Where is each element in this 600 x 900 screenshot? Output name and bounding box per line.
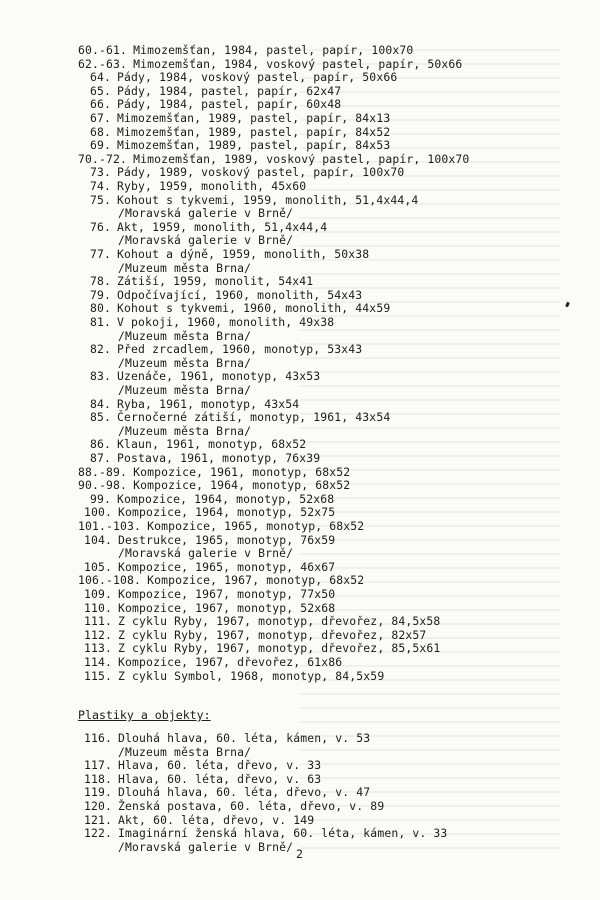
collection-note	[118, 206, 293, 220]
entry-number: 99.	[90, 491, 112, 506]
entry-number: 111.	[84, 614, 113, 629]
entry-text: Uzenáče, 1961, monotyp, 43x53	[117, 369, 321, 384]
entry-text: Pády, 1984, pastel, papír, 60x48	[117, 97, 342, 112]
entry-text: Hlava, 60. léta, dřevo, v. 63	[118, 771, 322, 786]
catalog-entry	[78, 573, 364, 587]
entry-number: 104.	[84, 532, 113, 547]
entry-text: Kohout s tykvemi, 1959, monolith, 51,4x44,4	[117, 192, 419, 207]
page-number: 2	[296, 847, 303, 861]
entry-number: 83.	[90, 369, 112, 384]
entry-text: Postava, 1961, monotyp, 76x39	[117, 451, 321, 465]
catalog-entry	[90, 410, 390, 424]
catalog-entry	[84, 533, 335, 547]
entry-text: Kompozice, 1961, monotyp, 68x52	[133, 464, 351, 479]
catalog-entry	[78, 465, 350, 479]
entry-number: 80.	[90, 301, 112, 316]
entry-text: /Moravská galerie v Brně/	[118, 546, 294, 561]
entry-text: /Moravská galerie v Brně/	[118, 233, 294, 248]
entry-number: 113.	[84, 641, 113, 656]
entry-text: /Muzeum města Brna/	[118, 260, 252, 275]
catalog-entry	[84, 628, 426, 642]
entry-text: /Moravská galerie v Brně/	[118, 839, 294, 854]
entry-text: Mimozemšťan, 1984, voskový pastel, papír, 50x66	[133, 56, 463, 71]
catalog-entry	[84, 758, 321, 772]
collection-note	[118, 424, 251, 438]
entry-text: Kompozice, 1967, dřevořez, 61x86	[118, 655, 343, 669]
entry-number: 105.	[84, 559, 113, 574]
entry-number: 64.	[90, 70, 112, 85]
entry-number: 76.	[90, 219, 112, 234]
entry-text: V pokoji, 1960, monolith, 49x38	[117, 315, 335, 329]
entry-text: /Muzeum města Brna/	[118, 423, 252, 438]
entry-text: Destrukce, 1965, monotyp, 76x59	[118, 532, 336, 547]
entry-text: Dlouhá hlava, 60. léta, dřevo, v. 47	[118, 785, 371, 800]
catalog-entry	[78, 57, 462, 71]
catalog-entry	[84, 601, 335, 615]
entry-number: 118.	[84, 771, 113, 786]
entry-text: Klaun, 1961, monotyp, 68x52	[117, 437, 307, 452]
entry-number: 100.	[84, 505, 113, 520]
entry-text: Imaginární ženská hlava, 60. léta, kámen, v. 33	[118, 826, 448, 841]
catalog-entry	[90, 179, 306, 193]
entry-number: 65.	[90, 83, 112, 98]
entry-number: 78.	[90, 274, 112, 289]
entry-text: Pády, 1984, pastel, papír, 62x47	[117, 83, 342, 98]
entry-text: Kompozice, 1965, monotyp, 68x52	[147, 519, 365, 533]
entry-text: Akt, 1959, monolith, 51,4x44,4	[117, 219, 328, 234]
catalog-entry	[90, 84, 341, 98]
entry-number: 85.	[90, 410, 112, 425]
collection-note	[118, 840, 293, 854]
collection-note	[118, 329, 251, 343]
catalog-entry	[84, 669, 384, 683]
entry-text: Mimozemšťan, 1989, pastel, papír, 84x53	[117, 138, 391, 153]
entry-text: Z cyklu Ryby, 1967, monotyp, dřevořez, 82x57	[118, 627, 427, 642]
entry-number: 68.	[90, 124, 112, 139]
catalog-entry	[84, 587, 335, 601]
collection-note	[118, 261, 251, 275]
catalog-entry	[78, 478, 350, 492]
entry-number: 69.	[90, 138, 112, 153]
entry-number: 60.-61.	[78, 43, 128, 57]
catalog-entry	[84, 560, 335, 574]
catalog-entry	[84, 799, 384, 813]
catalog-entry	[84, 614, 440, 628]
entry-text: Mimozemšťan, 1984, pastel, papír, 100x70	[133, 43, 414, 57]
entry-number: 119.	[84, 785, 113, 800]
catalog-entry	[90, 451, 320, 465]
entry-number: 90.-98.	[78, 478, 128, 493]
entry-text: /Muzeum města Brna/	[118, 383, 252, 397]
catalog-entry	[90, 70, 397, 84]
catalog-entry	[78, 43, 413, 57]
catalog-entry	[90, 274, 313, 288]
catalog-entry	[90, 247, 369, 261]
catalog-entry	[84, 813, 314, 827]
entry-text: Dlouhá hlava, 60. léta, kámen, v. 53	[118, 731, 371, 745]
catalog-entry	[90, 397, 299, 411]
entry-text: Z cyklu Ryby, 1967, monotyp, dřevořez, 84,5x58	[118, 614, 441, 629]
entry-text: Kompozice, 1964, monotyp, 68x52	[133, 478, 351, 493]
catalog-entry	[90, 288, 362, 302]
entry-number: 120.	[84, 799, 113, 813]
entry-text: Kompozice, 1967, monotyp, 68x52	[147, 573, 365, 588]
entry-text: Akt, 60. léta, dřevo, v. 149	[118, 812, 315, 827]
entry-text: Pády, 1984, voskový pastel, papír, 50x66	[117, 70, 398, 85]
collection-note	[118, 745, 251, 759]
entry-number: 81.	[90, 315, 112, 329]
entry-text: Zátiší, 1959, monolit, 54x41	[117, 274, 314, 289]
catalog-entry	[90, 342, 362, 356]
catalog-entry	[90, 165, 404, 179]
entry-text: Pády, 1989, voskový pastel, papír, 100x70	[117, 165, 405, 180]
catalog-entry	[84, 785, 370, 799]
catalog-entry	[84, 772, 321, 786]
catalog-entry	[84, 826, 447, 840]
entry-text: Kompozice, 1967, monotyp, 77x50	[118, 587, 336, 601]
entry-text: Kompozice, 1965, monotyp, 46x67	[118, 559, 336, 574]
entry-number: 122.	[84, 826, 113, 841]
entry-number: 86.	[90, 437, 112, 452]
collection-note	[118, 383, 251, 397]
entry-text: Hlava, 60. léta, dřevo, v. 33	[118, 758, 322, 773]
entry-text: Před zrcadlem, 1960, monotyp, 53x43	[117, 342, 363, 357]
entry-number: 106.-108.	[78, 573, 142, 588]
entry-number: 82.	[90, 342, 112, 357]
catalog-entry	[84, 655, 342, 669]
entry-text: Ryba, 1961, monotyp, 43x54	[117, 396, 300, 411]
entry-text: Kompozice, 1964, monotyp, 52x68	[117, 491, 335, 506]
entry-text: Mimozemšťan, 1989, voskový pastel, papír, 100x70	[133, 151, 470, 166]
entry-number: 74.	[90, 179, 112, 193]
entry-text: Mimozemšťan, 1989, pastel, papír, 84x13	[117, 111, 391, 125]
catalog-entry	[90, 492, 334, 506]
catalog-entry	[84, 641, 440, 655]
catalog-entry	[90, 138, 390, 152]
collection-note	[118, 546, 293, 560]
entry-number: 117.	[84, 758, 113, 773]
entry-number: 115.	[84, 668, 113, 683]
entry-text: Černočerné zátiší, monotyp, 1961, 43x54	[117, 410, 391, 425]
entry-number: 101.-103.	[78, 519, 142, 533]
entry-number: 73.	[90, 165, 112, 180]
entry-text: Z cyklu Ryby, 1967, monotyp, dřevořez, 85,5x61	[118, 641, 441, 656]
entry-text: Kohout s tykvemi, 1960, monolith, 44x59	[117, 301, 391, 316]
entry-text: Z cyklu Symbol, 1968, monotyp, 84,5x59	[118, 668, 385, 683]
entry-text: /Muzeum města Brna/	[118, 328, 252, 343]
catalog-entry	[90, 437, 306, 451]
entry-number: 87.	[90, 451, 112, 465]
catalog-entry	[84, 731, 370, 745]
entry-text: Odpočívající, 1960, monolith, 54x43	[117, 287, 363, 302]
entry-text: Kompozice, 1967, monotyp, 52x68	[118, 600, 336, 615]
entry-text: /Muzeum města Brna/	[118, 744, 252, 759]
entry-number: 70.-72.	[78, 151, 128, 166]
entry-number: 66.	[90, 97, 112, 112]
entry-text: Mimozemšťan, 1989, pastel, papír, 84x52	[117, 124, 391, 139]
catalog-entry	[78, 152, 469, 166]
entry-number: 62.-63.	[78, 56, 128, 71]
catalog-entry	[90, 369, 320, 383]
entry-text: /Moravská galerie v Brně/	[118, 206, 294, 221]
section-heading: Plastiky a objekty:	[78, 708, 211, 722]
catalog-entry	[78, 519, 364, 533]
catalog-entry	[84, 505, 335, 519]
entry-text: /Muzeum města Brna/	[118, 355, 252, 370]
entry-number: 121.	[84, 812, 113, 827]
entry-text: Kompozice, 1964, monotyp, 52x75	[118, 505, 336, 520]
entry-number: 110.	[84, 600, 113, 615]
catalog-entry	[90, 220, 327, 234]
entry-number: 67.	[90, 111, 112, 125]
catalog-entry	[90, 125, 390, 139]
catalog-entry	[90, 315, 334, 329]
catalog-entry	[90, 193, 418, 207]
entry-number: 114.	[84, 655, 113, 669]
entry-number: 79.	[90, 287, 112, 302]
entry-number: 109.	[84, 587, 113, 601]
collection-note	[118, 356, 251, 370]
entry-text: Ryby, 1959, monolith, 45x60	[117, 179, 307, 193]
entry-text: Kohout a dýně, 1959, monolith, 50x38	[117, 247, 370, 261]
collection-note	[118, 233, 293, 247]
ink-speck	[565, 302, 570, 308]
entry-number: 84.	[90, 396, 112, 411]
entry-number: 75.	[90, 192, 112, 207]
catalog-entry	[90, 111, 390, 125]
catalog-entry	[90, 97, 341, 111]
entry-number: 116.	[84, 731, 113, 745]
entry-number: 112.	[84, 627, 113, 642]
entry-text: Ženská postava, 60. léta, dřevo, v. 89	[118, 799, 385, 813]
entry-number: 77.	[90, 247, 112, 261]
catalog-entry	[90, 301, 390, 315]
entry-number: 88.-89.	[78, 464, 128, 479]
